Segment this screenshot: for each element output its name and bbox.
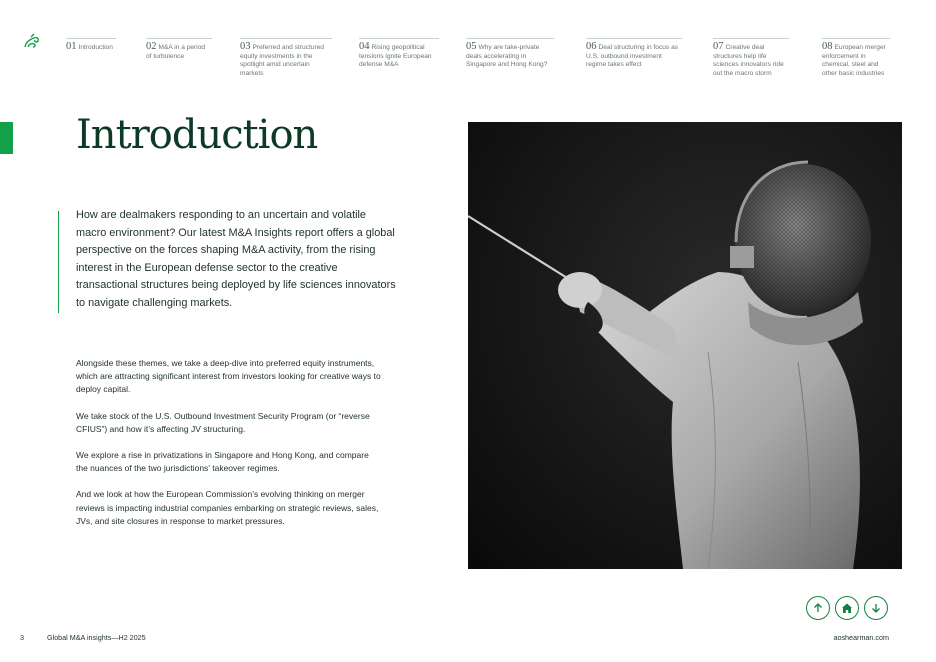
lead-rule [58,211,59,313]
nav-item-ma-turbulence[interactable] [146,38,212,61]
nav-item-label: M&A in a period of turbulence [146,44,206,60]
lead-paragraph: How are dealmakers responding to an uncertain and volatile macro environment? Our latest M&A Insights report offers a global perspective on the forces shaping M&A activity, from the rising interest in the European defense sector to the creative transactional structures being deployed by life sciences innovators to navigate challenging markets. [76,209,396,309]
body-paragraph: Alongside these themes, we take a deep-dive into preferred equity instruments, which are attracting significant interest from investors looking for creative ways to deploy capital. [76,358,381,395]
nav-item-preferred-equity[interactable] [240,38,332,78]
nav-item-label: Why are take-private deals accelerating in Singapore and Hong Kong? [466,44,548,69]
nav-item-number: 05 [466,41,477,52]
website-link[interactable]: aoshearman.com [833,633,889,642]
nav-item-number: 01 [66,41,77,52]
nav-item-label: European merger enforcement in chemical, steel and other basic industries [822,44,886,77]
nav-item-merger-enforcement[interactable] [822,38,890,78]
nav-item-label: Deal structuring in focus as U.S. outbound investment regime takes effect [586,44,679,69]
scroll-up-button[interactable] [806,596,830,620]
nav-item-number: 06 [586,41,597,52]
nav-item-label: Preferred and structured equity investments in the spotlight amid uncertain markets [240,44,324,77]
page-number: 3 [20,633,24,642]
body-paragraph: We take stock of the U.S. Outbound Investment Security Program (or “reverse CFIUS”) and how it’s affecting JV structuring. [76,410,370,434]
nav-item-life-sciences[interactable] [713,38,789,78]
nav-item-number: 02 [146,41,157,52]
home-button[interactable] [835,596,859,620]
arrow-up-icon [812,602,824,614]
nav-item-label: Creative deal structures help life sciences innovators ride out the macro storm [713,44,784,77]
body-paragraph: And we look at how the European Commission’s evolving thinking on merger reviews is impacting industrial companies embarking on strategic reviews, sales, JVs, and site closures in response to market pressures. [76,489,379,526]
nav-item-number: 08 [822,41,833,52]
nav-item-european-defense[interactable] [359,38,439,70]
nav-item-number: 03 [240,41,251,52]
nav-item-label: Rising geopolitical tensions ignite European defense M&A [359,44,432,69]
body-text [76,357,382,541]
nav-item-introduction[interactable] [66,38,116,53]
nav-item-number: 07 [713,41,724,52]
nav-item-number: 04 [359,41,370,52]
section-navigation [0,38,936,88]
home-icon [841,602,853,614]
arrow-down-icon [870,602,882,614]
nav-item-take-private[interactable] [466,38,554,70]
publication-title: Global M&A insights—H2 2025 [47,633,146,642]
body-paragraph: We explore a rise in privatizations in Singapore and Hong Kong, and compare the nuances of the two jurisdictions’ takeover regimes. [76,450,369,474]
nav-item-deal-structuring[interactable] [586,38,682,70]
fencer-photo [468,122,902,569]
page-title: Introduction [76,112,318,158]
section-accent-bar [0,122,13,154]
nav-item-label: Introduction [78,44,113,51]
scroll-down-button[interactable] [864,596,888,620]
